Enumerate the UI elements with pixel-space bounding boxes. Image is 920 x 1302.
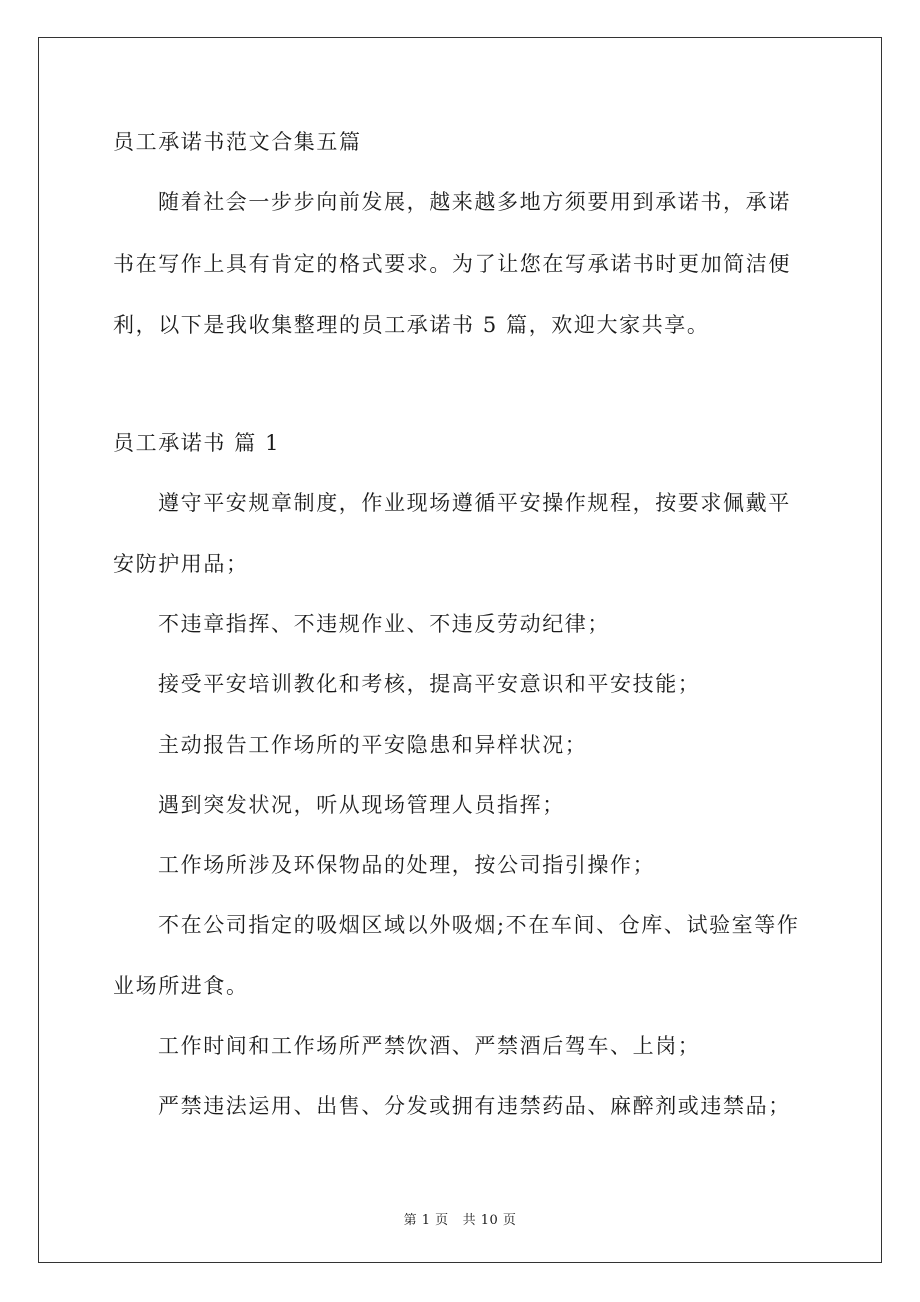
section-heading: 员工承诺书 篇 1 [113, 431, 281, 455]
item-line: 遵守平安规章制度，作业现场遵循平安操作规程，按要求佩戴平 [158, 491, 791, 515]
item-line: 主动报告工作场所的平安隐患和异样状况； [158, 733, 588, 757]
item-line: 业场所进食。 [113, 974, 249, 998]
page-number: 第 1 页 [403, 1213, 449, 1228]
page-frame [38, 37, 882, 1263]
item-line: 工作时间和工作场所严禁饮酒、严禁酒后驾车、上岗； [158, 1034, 701, 1058]
item-line: 安防护用品； [113, 552, 249, 576]
intro-line-3: 利，以下是我收集整理的员工承诺书 5 篇，欢迎大家共享。 [113, 313, 710, 337]
intro-line-2: 书在写作上具有肯定的格式要求。为了让您在写承诺书时更加简洁便 [113, 252, 791, 276]
item-line: 不在公司指定的吸烟区域以外吸烟;不在车间、仓库、试验室等作 [158, 913, 800, 937]
item-line: 接受平安培训教化和考核，提高平安意识和平安技能； [158, 672, 701, 696]
page-footer [0, 1209, 920, 1228]
intro-line-1: 随着社会一步步向前发展，越来越多地方须要用到承诺书，承诺 [158, 190, 791, 214]
item-line: 不违章指挥、不违规作业、不违反劳动纪律； [158, 612, 610, 636]
item-line: 工作场所涉及环保物品的处理，按公司指引操作； [158, 853, 656, 877]
document-title: 员工承诺书范文合集五篇 [113, 130, 362, 154]
page-total: 共 10 页 [462, 1213, 517, 1228]
item-line: 遇到突发状况，听从现场管理人员指挥； [158, 793, 565, 817]
item-line: 严禁违法运用、出售、分发或拥有违禁药品、麻醉剂或违禁品； [158, 1094, 791, 1118]
